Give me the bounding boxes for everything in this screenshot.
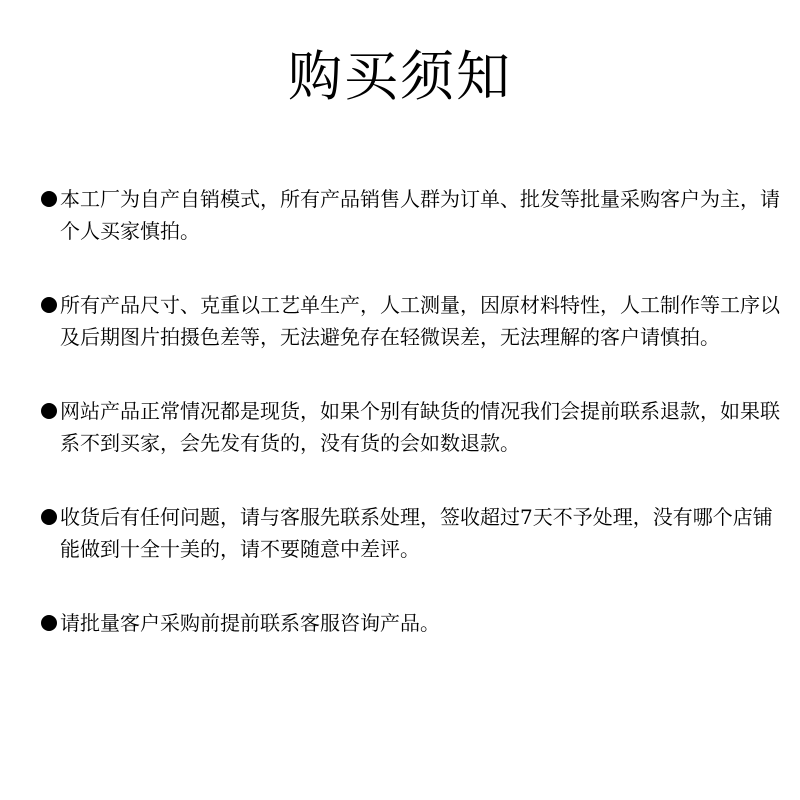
notice-text: 所有产品尺寸、克重以工艺单生产，人工测量，因原材料特性，人工制作等工序以及后期图片拍摄色差等，无法避免存在轻微误差，无法理解的客户请慎拍。	[60, 293, 780, 349]
bullet-icon	[40, 607, 60, 639]
notice-item-bulk-inquiry	[40, 607, 780, 639]
bullet-icon	[40, 501, 60, 533]
notice-item-factory-mode	[40, 183, 780, 247]
bullet-icon	[40, 289, 60, 321]
notice-text: 请批量客户采购前提前联系客服咨询产品。	[60, 611, 440, 635]
notice-list	[40, 183, 780, 639]
page-title: 购买须知	[288, 45, 512, 108]
bullet-icon	[40, 183, 60, 215]
bullet-icon	[40, 395, 60, 427]
notice-text: 收货后有任何问题，请与客服先联系处理，签收超过7天不予处理，没有哪个店铺能做到十全十美的，请不要随意中差评。	[60, 505, 773, 561]
notice-item-measurement-error	[40, 289, 780, 353]
notice-item-after-sales	[40, 501, 780, 565]
notice-text: 本工厂为自产自销模式，所有产品销售人群为订单、批发等批量采购客户为主，请个人买家慎拍。	[60, 187, 780, 243]
notice-text: 网站产品正常情况都是现货，如果个别有缺货的情况我们会提前联系退款，如果联系不到买家，会先发有货的，没有货的会如数退款。	[60, 399, 780, 455]
notice-item-stock-refund	[40, 395, 780, 459]
